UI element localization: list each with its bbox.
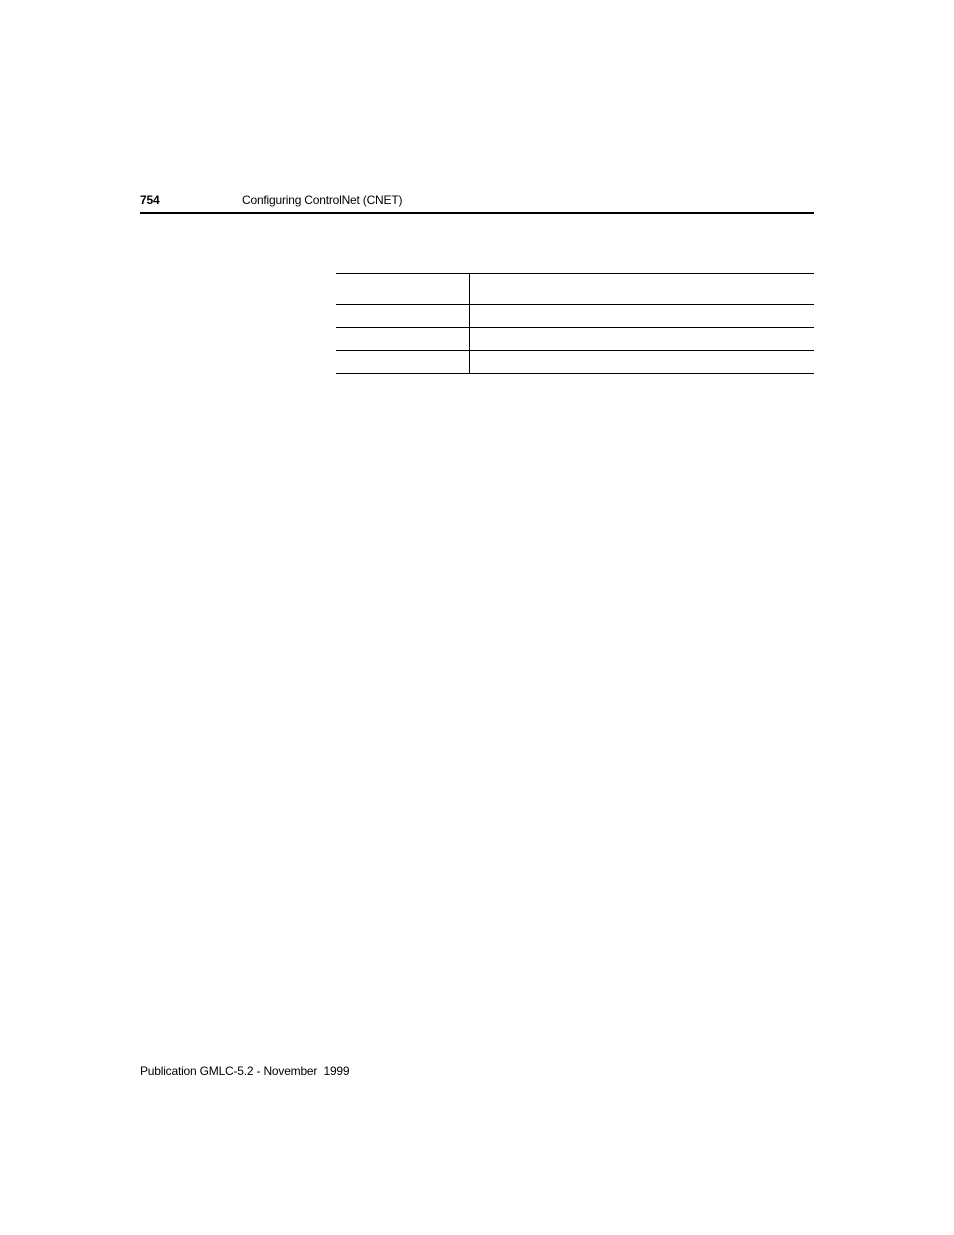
- page-number: 754: [140, 193, 160, 207]
- publication-footer: Publication GMLC-5.2 - November 1999: [140, 1064, 350, 1078]
- table-row: [336, 328, 814, 351]
- table-row: [336, 305, 814, 328]
- table-cell: [336, 305, 470, 328]
- table-cell: [336, 274, 470, 305]
- table-cell: [470, 328, 815, 351]
- table-cell: [470, 305, 815, 328]
- chapter-title: Configuring ControlNet (CNET): [242, 193, 403, 207]
- table-row: [336, 351, 814, 374]
- table-cell: [336, 351, 470, 374]
- table-cell: [470, 274, 815, 305]
- page-header: [140, 190, 814, 214]
- table-cell: [470, 351, 815, 374]
- table-row: [336, 274, 814, 305]
- empty-table: [336, 273, 814, 374]
- table-cell: [336, 328, 470, 351]
